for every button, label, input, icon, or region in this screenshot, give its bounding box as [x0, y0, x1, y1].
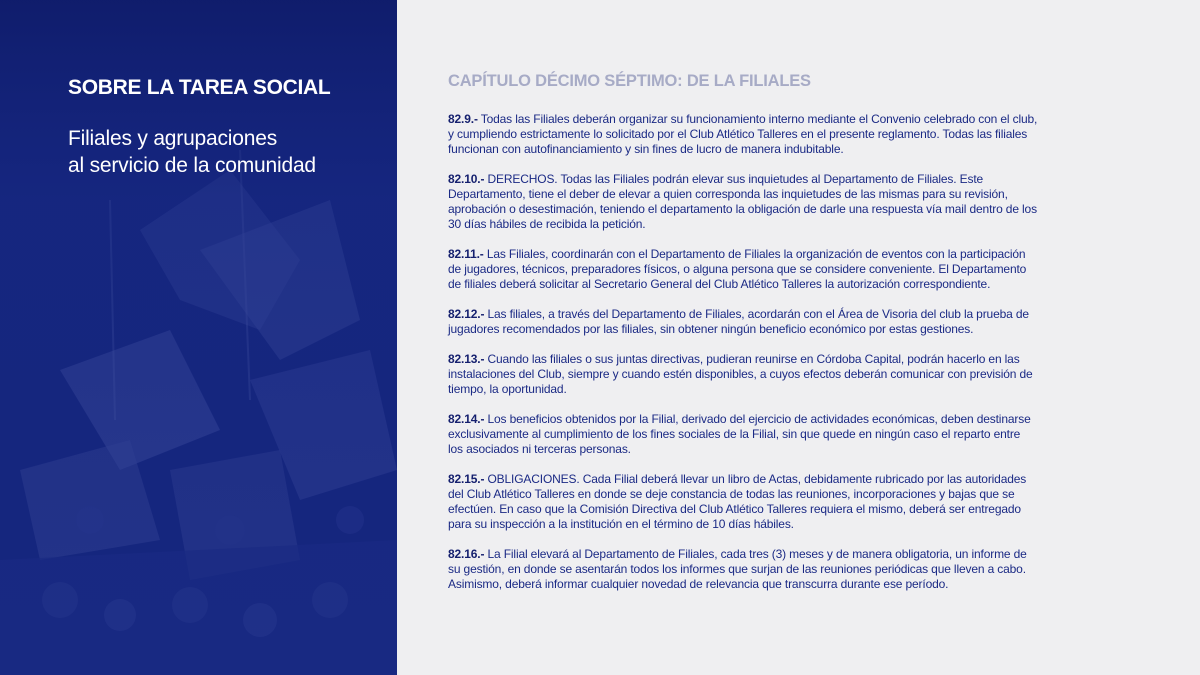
article-text: Los beneficios obtenidos por la Filial, derivado del ejercicio de actividades económicas, deben destinarse exclusivamente al cumplimiento de los fines sociales de la Filial, sin que quede en ningún caso el reparto entre los asociados ni terceras personas.: [448, 412, 1031, 456]
section-subtitle: [68, 125, 378, 179]
article-number: 82.11.-: [448, 247, 484, 261]
article-text: OBLIGACIONES. Cada Filial deberá llevar un libro de Actas, debidamente rubricado por las autoridades del Club Atlético Talleres en donde se deje constancia de todas las reuniones, incorporaciones y bajas que se efectúen. En caso que la Comisión Directiva del Club Atlético Talleres requiera el mismo, deberá ser entregado para su inspección a la institución en el término de 10 días hábiles.: [448, 472, 1027, 531]
article-number: 82.15.-: [448, 472, 485, 486]
article-text: Las Filiales, coordinarán con el Departamento de Filiales la organización de eventos con la participación de jugadores, técnicos, preparadores físicos, o alguna persona que se considere conveniente. El Departamento de filiales deberá solicitar al Secretario General del Club Atlético Talleres la autorización correspondiente.: [448, 247, 1027, 291]
subtitle-line-1: Filiales y agrupaciones: [68, 127, 278, 150]
subtitle-line-2: al servicio de la comunidad: [68, 154, 316, 177]
article-82-14: [448, 412, 1038, 457]
articles-list: [448, 112, 1038, 607]
article-text: Cuando las filiales o sus juntas directivas, pudieran reunirse en Córdoba Capital, podrán hacerlo en las instalaciones del Club, siempre y cuando estén disponibles, a cuyos efectos deberán comunicar con previsión de tiempo, la oportunidad.: [448, 352, 1033, 396]
article-82-12: [448, 307, 1038, 337]
left-text-block: [68, 74, 378, 179]
article-82-16: [448, 547, 1038, 592]
section-title: SOBRE LA TAREA SOCIAL: [68, 76, 331, 99]
article-text: Las filiales, a través del Departamento de Filiales, acordarán con el Área de Visoria del club la prueba de jugadores recomendados por las filiales, sin obtener ningún beneficio económico por estas gestiones.: [448, 307, 1029, 336]
article-number: 82.13.-: [448, 352, 485, 366]
chapter-title: CAPÍTULO DÉCIMO SÉPTIMO: DE LA FILIALES: [448, 72, 811, 90]
article-number: 82.14.-: [448, 412, 485, 426]
right-panel: [397, 0, 1200, 675]
article-82-10: [448, 172, 1038, 232]
article-number: 82.12.-: [448, 307, 485, 321]
article-number: 82.10.-: [448, 172, 485, 186]
article-82-11: [448, 247, 1038, 292]
article-82-13: [448, 352, 1038, 397]
article-number: 82.9.-: [448, 112, 478, 126]
article-number: 82.16.-: [448, 547, 485, 561]
left-panel: [0, 0, 397, 675]
article-82-15: [448, 472, 1038, 532]
article-82-9: [448, 112, 1038, 157]
article-text: Todas las Filiales deberán organizar su funcionamiento interno mediante el Convenio celebrado con el club, y cumpliendo estrictamente lo solicitado por el Club Atlético Talleres en el presente reglamento. Todas las filiales funcionan con autofinanciamiento y sin fines de lucro de manera indubitable.: [448, 112, 1038, 156]
article-text: La Filial elevará al Departamento de Filiales, cada tres (3) meses y de manera obligatoria, un informe de su gestión, en donde se asentarán todos los informes que surjan de las reuniones periódicas que lleven a cabo. Asimismo, deberá informar cualquier novedad de relevancia que transcurra durante ese período.: [448, 547, 1027, 591]
article-text: DERECHOS. Todas las Filiales podrán elevar sus inquietudes al Departamento de Filiales. Este Departamento, tiene el deber de elevar a quien corresponda las inquietudes de las mismas para su revisión, aprobación o desestimación, teniendo el departamento la obligación de darle una respuesta vía mail dentro de los 30 días hábiles de recibida la petición.: [448, 172, 1037, 231]
